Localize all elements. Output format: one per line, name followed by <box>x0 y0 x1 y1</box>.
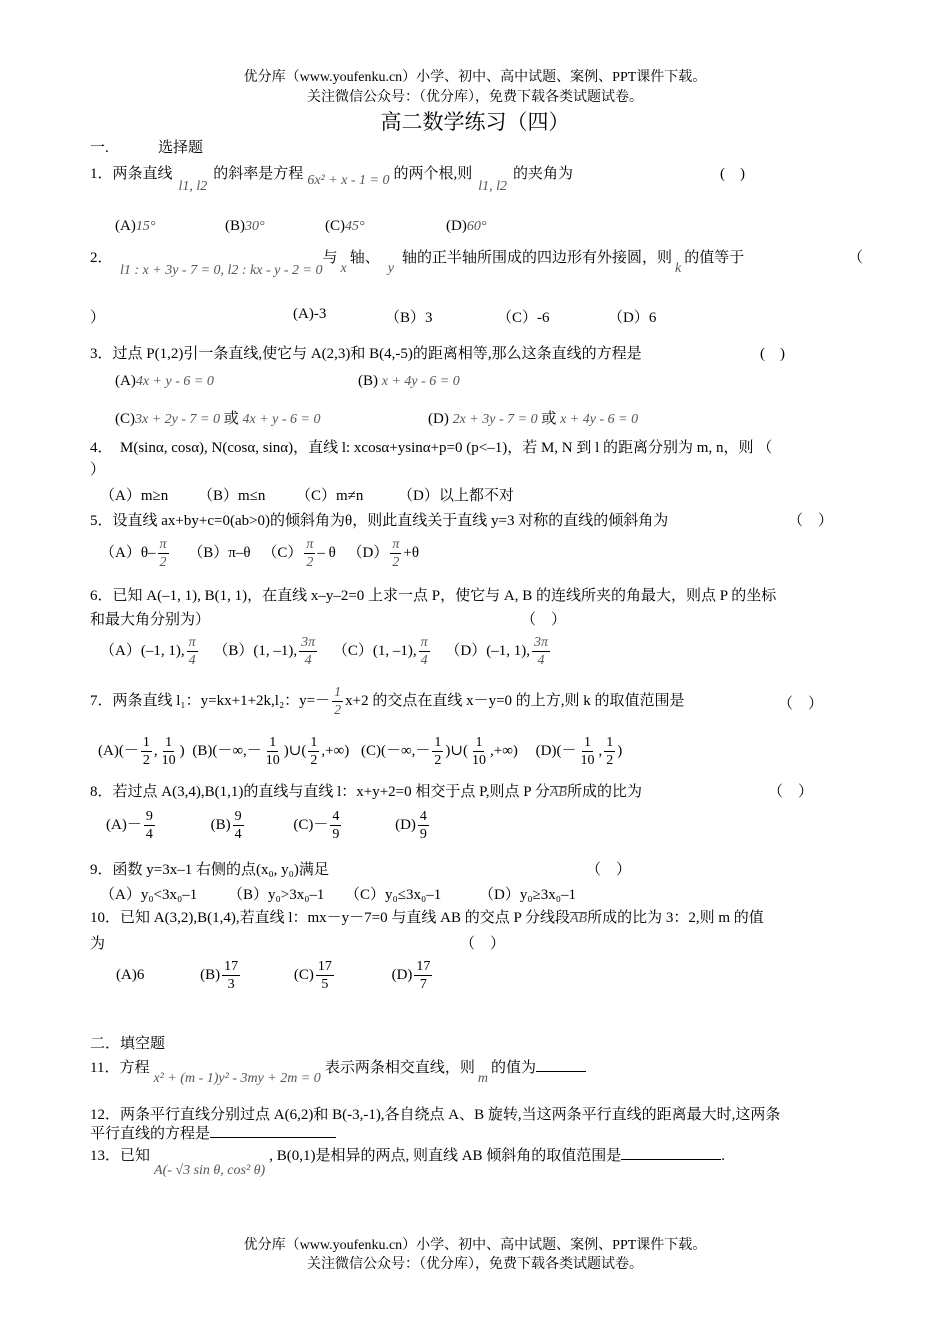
q2-paren-open: （ <box>848 250 864 266</box>
q5-answer-paren: （ ） <box>788 513 834 529</box>
q10-options: (A)6 (B) $\frac{17}{3}$ (C) $\frac{17}{5}$ (D) $\frac{17}{7}$ <box>116 959 431 992</box>
q9-option-b: （B）y₀>3x₀–1 <box>228 887 325 903</box>
q2-option-d: （D）6 <box>608 310 657 326</box>
q1-option-d: (D)60° <box>446 218 487 234</box>
q3-answer-paren: ( ) <box>760 346 785 362</box>
q11-answer-blank[interactable] <box>536 1071 586 1072</box>
q4-option-b: （B）m≤n <box>198 488 266 504</box>
q9-answer-paren: （ ） <box>586 862 632 878</box>
section-number: 一. <box>90 140 109 156</box>
q1-text-3: 的夹角为 <box>513 166 574 182</box>
q8-options: (A)－ $\frac{9}{4}$ (B) $\frac{9}{4}$ (C)－ $\frac{4}{9}$ (D) $\frac{4}{9}$ <box>106 809 427 842</box>
header-line-1: 优分库（www.youfenku.cn）小学、初中、高中试题、案例、PPT课件下载。 <box>243 70 707 85</box>
question-6-line-2: 和最大角分别为） <box>90 612 211 628</box>
q12-answer-blank[interactable] <box>210 1123 336 1138</box>
q2-equation: l1 : x + 3y - 7 = 0, l2 : kx - y - 2 = 0 <box>120 263 323 278</box>
question-3: 3．过点 P(1,2)引一条直线,使它与 A(2,3)和 B(4,-5)的距离相等,那么这条直线的方程是 <box>90 346 642 362</box>
question-1 <box>90 162 574 194</box>
q1-option-a: (A)15° <box>115 218 156 234</box>
q2-y: y <box>387 261 394 276</box>
q2-option-c: （C）-6 <box>497 310 550 326</box>
question-13: 13．已知A(- √3 sin θ, cos² θ), B(0,1)是相异的两点, 则直线 AB 倾斜角的取值范围是 . <box>90 1144 725 1165</box>
q1-equation: 6x² + x - 1 = 0 <box>307 173 390 188</box>
q6-answer-paren: （ ） <box>521 612 567 628</box>
question-4: 4． M(sinα, cosα), N(cosα, sinα)，直线 l: xcosα+ysinα+p=0 (p<–1)，若 M, N 到 l 的距离分别为 m, n，则 （ <box>90 440 773 456</box>
question-10-line-1: 10．已知 A(3,2),B(1,4),若直线 l：mx－y－7=0 与直线 AB 的交点 P 分线段AB所成的比为 3：2,则 m 的值 <box>90 910 764 926</box>
q10-answer-paren: （ ） <box>460 936 506 952</box>
q9-option-a: （A）y₀<3x₀–1 <box>100 887 198 903</box>
header-line-2: 关注微信公众号：（优分库），免费下载各类试题试卷。 <box>307 90 643 105</box>
q4-paren-close: ） <box>90 462 106 478</box>
section-2-title: 二．填空题 <box>90 1036 166 1052</box>
q1-text-1: 的斜率是方程 <box>213 166 304 182</box>
q4-option-d: （D）以上都不对 <box>398 488 514 504</box>
q2-number: 2． <box>90 250 113 266</box>
question-8: 8．若过点 A(3,4),B(1,1)的直线与直线 l：x+y+2=0 相交于点 P,则点 P 分AB所成的比为 <box>90 784 642 800</box>
q9-option-d: （D）y₀≥3x₀–1 <box>479 887 577 903</box>
q2-k: k <box>675 261 682 276</box>
question-10-line-2: 为 <box>90 936 106 952</box>
q1-number: 1．两条直线 <box>90 166 173 182</box>
q2-text-4: 的值等于 <box>684 250 745 266</box>
q7-answer-paren: （ ） <box>778 696 824 712</box>
q13-point-a: A(- √3 sin θ, cos² θ) <box>154 1163 266 1178</box>
q4-option-a: （A）m≥n <box>100 488 169 504</box>
q13-answer-blank[interactable] <box>621 1145 721 1160</box>
question-12-line-1: 12．两条平行直线分别过点 A(6,2)和 B(-3,-1),各自绕点 A、B 旋转,当这两条平行直线的距离最大时,这两条 <box>90 1107 781 1123</box>
q6-options: （A）(–1, 1), $\frac{\pi}{4}$ （B）(1, –1), $\frac{3\pi}{4}$ （C）(1, –1), $\frac{\pi}{4}$ （D）(–1, 1), $\frac{3\pi}{4}$ <box>100 635 548 668</box>
q11-equation: x² + (m - 1)y² - 3my + 2m = 0 <box>153 1071 321 1086</box>
q10-vector-ab: AB <box>570 911 588 926</box>
q4-option-c: （C）m≠n <box>296 488 364 504</box>
q1-answer-paren: ( ) <box>720 166 745 182</box>
q3-option-c: (C)3x + 2y - 7 = 0 或 4x + y - 6 = 0 <box>115 411 321 427</box>
question-7: 7．两条直线 l₁：y=kx+1+2k,l₂：y=－ $\frac{1}{2}$ x+2 的交点在直线 x－y=0 的上方,则 k 的取值范围是 <box>90 685 685 718</box>
q2-text-1: 与 <box>322 250 338 266</box>
q1-lines: l1, l2 <box>178 179 208 194</box>
q7-options: (A)(－ $\frac{1}{2}$ , $\frac{1}{10}$ ) (B)(－∞,－ $\frac{1}{10}$ )∪( $\frac{1}{2}$ ,+∞) (C)(－∞,－ $\frac{1}{2}$ )∪( $\frac{1}{10}$ ,+∞) (D)(－ $\frac{1}{10}$ , $\frac{1}{2}$ ) <box>98 735 623 768</box>
page-title: 高二数学练习（四） <box>380 110 570 134</box>
question-2 <box>120 246 745 278</box>
q2-x: x <box>340 261 347 276</box>
q1-option-b: (B)30° <box>225 218 265 234</box>
question-5: 5．设直线 ax+by+c=0(ab>0)的倾斜角为θ，则此直线关于直线 y=3 对称的直线的倾斜角为 <box>90 513 669 529</box>
q2-text-3: 轴的正半轴所围成的四边形有外接圆，则 <box>401 250 672 266</box>
q5-options: （A）θ– $\frac{\pi}{2}$ （B）π–θ （C） $\frac{\pi}{2}$ – θ （D） $\frac{\pi}{2}$ +θ <box>100 537 420 570</box>
question-11: 11．方程x² + (m - 1)y² - 3my + 2m = 0表示两条相交直线，则m的值为 <box>90 1056 586 1077</box>
q1-lines-2: l1, l2 <box>478 179 508 194</box>
q3-option-b: (B) x + 4y - 6 = 0 <box>358 373 460 389</box>
question-12-line-2: 平行直线的方程是 <box>90 1122 336 1143</box>
q3-option-a: (A)4x + y - 6 = 0 <box>115 373 214 389</box>
question-6-line-1: 6．已知 A(–1, 1), B(1, 1)，在直线 x–y–2=0 上求一点 P，使它与 A, B 的连线所夹的角最大，则点 P 的坐标 <box>90 588 777 604</box>
q8-vector-ab: AB <box>549 785 567 800</box>
q9-option-c: （C）y₀≤3x₀–1 <box>345 887 442 903</box>
q2-option-b: （B）3 <box>385 310 433 326</box>
q8-answer-paren: （ ） <box>768 784 814 800</box>
q1-text-2: 的两个根,则 <box>393 166 473 182</box>
section-title: 选择题 <box>158 140 204 156</box>
footer-line-1: 优分库（www.youfenku.cn）小学、初中、高中试题、案例、PPT课件下载。 <box>243 1238 707 1253</box>
question-9: 9．函数 y=3x–1 右侧的点(x₀, y₀)满足 <box>90 862 329 878</box>
q1-option-c: (C)45° <box>325 218 365 234</box>
q3-option-d: (D) 2x + 3y - 7 = 0 或 x + 4y - 6 = 0 <box>428 411 639 427</box>
q2-paren-close: ） <box>90 310 106 326</box>
q2-option-a: (A)-3 <box>293 306 327 322</box>
footer-line-2: 关注微信公众号：（优分库），免费下载各类试题试卷。 <box>307 1257 643 1272</box>
q2-text-2: 轴、 <box>349 250 380 266</box>
